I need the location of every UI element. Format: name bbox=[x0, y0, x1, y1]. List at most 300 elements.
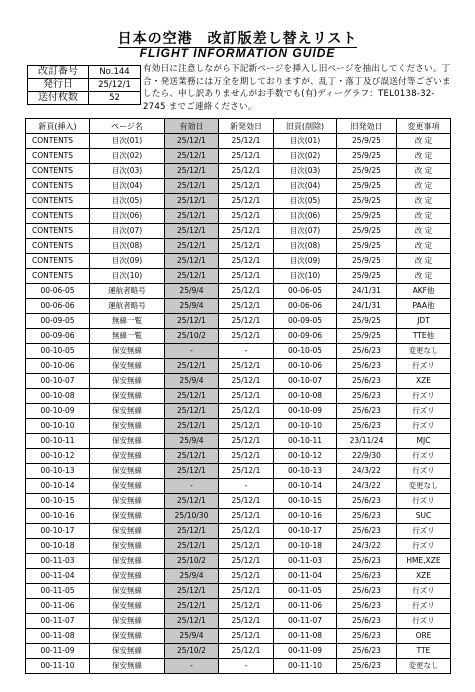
cell-old-issue-date: 25/6/23 bbox=[337, 509, 397, 524]
cell-new-issue-date: 25/12/1 bbox=[219, 539, 274, 554]
cell-new-page: CONTENTS bbox=[26, 209, 90, 224]
cell-effective-date: 25/12/1 bbox=[165, 389, 219, 404]
cell-change: 行ズリ bbox=[397, 599, 451, 614]
cell-old-page: 00-10-12 bbox=[274, 449, 337, 464]
cell-new-page: 00-11-06 bbox=[26, 599, 90, 614]
cell-new-page: 00-10-14 bbox=[26, 479, 90, 494]
cell-old-page: 00-10-09 bbox=[274, 404, 337, 419]
cell-page-name: 保安無線 bbox=[90, 374, 165, 389]
cell-old-page: 00-11-08 bbox=[274, 629, 337, 644]
cell-new-page: 00-11-08 bbox=[26, 629, 90, 644]
cell-old-page: 目次(04) bbox=[274, 179, 337, 194]
cell-change: 変更なし bbox=[397, 659, 451, 674]
table-row bbox=[26, 419, 451, 434]
cell-page-name: 無線一覧 bbox=[90, 329, 165, 344]
cell-new-issue-date: 25/12/1 bbox=[219, 494, 274, 509]
cell-old-issue-date: 25/6/23 bbox=[337, 344, 397, 359]
table-row bbox=[26, 359, 451, 374]
cell-old-page: 目次(02) bbox=[274, 149, 337, 164]
cell-change: 行ズリ bbox=[397, 389, 451, 404]
cell-new-issue-date: 25/12/1 bbox=[219, 629, 274, 644]
cell-new-issue-date: 25/12/1 bbox=[219, 449, 274, 464]
cell-old-issue-date: 24/1/31 bbox=[337, 284, 397, 299]
cell-change: 改 定 bbox=[397, 194, 451, 209]
cell-effective-date: 25/9/4 bbox=[165, 569, 219, 584]
cell-old-issue-date: 25/6/23 bbox=[337, 629, 397, 644]
table-row bbox=[26, 299, 451, 314]
cell-page-name: 保安無線 bbox=[90, 494, 165, 509]
cell-old-page: 00-10-10 bbox=[274, 419, 337, 434]
cell-old-page: 00-11-03 bbox=[274, 554, 337, 569]
cell-effective-date: 25/12/1 bbox=[165, 449, 219, 464]
cell-old-page: 目次(07) bbox=[274, 224, 337, 239]
cell-new-page: CONTENTS bbox=[26, 269, 90, 284]
cell-effective-date: 25/12/1 bbox=[165, 239, 219, 254]
cell-page-name: 保安無線 bbox=[90, 614, 165, 629]
cell-old-issue-date: 25/6/23 bbox=[337, 569, 397, 584]
cell-new-page: 00-11-07 bbox=[26, 614, 90, 629]
cell-new-issue-date: 25/12/1 bbox=[219, 509, 274, 524]
cell-old-page: 目次(09) bbox=[274, 254, 337, 269]
cell-effective-date: 25/10/2 bbox=[165, 554, 219, 569]
table-row bbox=[26, 539, 451, 554]
cell-page-name: 目次(08) bbox=[90, 239, 165, 254]
cell-change: HME,XZE bbox=[397, 554, 451, 569]
cell-page-name: 運航者略号 bbox=[90, 299, 165, 314]
table-row bbox=[26, 149, 451, 164]
cell-new-issue-date: 25/12/1 bbox=[219, 434, 274, 449]
cell-old-issue-date: 25/6/23 bbox=[337, 584, 397, 599]
cell-new-issue-date: 25/12/1 bbox=[219, 224, 274, 239]
table-row bbox=[26, 239, 451, 254]
table-row bbox=[26, 224, 451, 239]
cell-old-page: 目次(08) bbox=[274, 239, 337, 254]
cell-page-name: 目次(04) bbox=[90, 179, 165, 194]
sheets-value: 52 bbox=[89, 92, 141, 105]
cell-page-name: 保安無線 bbox=[90, 479, 165, 494]
cell-effective-date: - bbox=[165, 344, 219, 359]
cell-effective-date: 25/12/1 bbox=[165, 134, 219, 149]
cell-effective-date: - bbox=[165, 659, 219, 674]
cell-old-issue-date: 25/6/23 bbox=[337, 374, 397, 389]
cell-page-name: 運航者略号 bbox=[90, 284, 165, 299]
cell-effective-date: 25/12/1 bbox=[165, 524, 219, 539]
cell-new-issue-date: 25/12/1 bbox=[219, 389, 274, 404]
cell-old-issue-date: 25/9/25 bbox=[337, 314, 397, 329]
cell-old-issue-date: 25/6/23 bbox=[337, 404, 397, 419]
cell-page-name: 保安無線 bbox=[90, 449, 165, 464]
cell-new-page: 00-10-15 bbox=[26, 494, 90, 509]
header-change: 変更事項 bbox=[397, 119, 451, 134]
issue-value: 25/12/1 bbox=[89, 79, 141, 92]
cell-old-page: 00-10-16 bbox=[274, 509, 337, 524]
cell-old-page: 00-06-06 bbox=[274, 299, 337, 314]
cell-new-page: 00-09-06 bbox=[26, 329, 90, 344]
cell-change: 行ズリ bbox=[397, 419, 451, 434]
cell-effective-date: 25/9/4 bbox=[165, 284, 219, 299]
header-old-issue-date: 旧発効日 bbox=[337, 119, 397, 134]
cell-new-page: 00-06-05 bbox=[26, 284, 90, 299]
cell-new-page: 00-10-06 bbox=[26, 359, 90, 374]
cell-new-page: CONTENTS bbox=[26, 149, 90, 164]
cell-old-page: 00-11-06 bbox=[274, 599, 337, 614]
cell-effective-date: 25/12/1 bbox=[165, 224, 219, 239]
cell-new-page: CONTENTS bbox=[26, 194, 90, 209]
table-row bbox=[26, 179, 451, 194]
cell-change: XZE bbox=[397, 374, 451, 389]
cell-new-issue-date: 25/12/1 bbox=[219, 209, 274, 224]
cell-effective-date: 25/9/4 bbox=[165, 374, 219, 389]
cell-new-page: CONTENTS bbox=[26, 254, 90, 269]
table-row bbox=[26, 644, 451, 659]
cell-new-page: 00-11-03 bbox=[26, 554, 90, 569]
cell-old-page: 00-10-14 bbox=[274, 479, 337, 494]
cell-old-page: 目次(06) bbox=[274, 209, 337, 224]
cell-change: 改 定 bbox=[397, 164, 451, 179]
cell-change: 行ズリ bbox=[397, 539, 451, 554]
cell-new-issue-date: 25/12/1 bbox=[219, 464, 274, 479]
cell-page-name: 保安無線 bbox=[90, 344, 165, 359]
cell-effective-date: 25/12/1 bbox=[165, 269, 219, 284]
cell-new-issue-date: 25/12/1 bbox=[219, 269, 274, 284]
cell-change: 改 定 bbox=[397, 239, 451, 254]
table-row bbox=[26, 449, 451, 464]
cell-old-page: 00-10-17 bbox=[274, 524, 337, 539]
cell-effective-date: 25/12/1 bbox=[165, 599, 219, 614]
cell-change: 改 定 bbox=[397, 224, 451, 239]
cell-new-page: 00-10-12 bbox=[26, 449, 90, 464]
cell-old-issue-date: 25/6/23 bbox=[337, 644, 397, 659]
cell-old-issue-date: 24/3/22 bbox=[337, 479, 397, 494]
cell-page-name: 保安無線 bbox=[90, 389, 165, 404]
cell-old-page: 00-10-07 bbox=[274, 374, 337, 389]
revision-label: 改訂番号 bbox=[28, 66, 89, 79]
cell-old-issue-date: 25/9/25 bbox=[337, 179, 397, 194]
cell-effective-date: 25/12/1 bbox=[165, 464, 219, 479]
cell-change: TTE他 bbox=[397, 329, 451, 344]
cell-new-issue-date: 25/12/1 bbox=[219, 284, 274, 299]
table-row bbox=[26, 614, 451, 629]
cell-effective-date: 25/12/1 bbox=[165, 584, 219, 599]
header-effective-date: 有効日 bbox=[165, 119, 219, 134]
cell-effective-date: 25/12/1 bbox=[165, 164, 219, 179]
cell-old-page: 00-10-15 bbox=[274, 494, 337, 509]
cell-old-issue-date: 25/6/23 bbox=[337, 359, 397, 374]
cell-effective-date: 25/12/1 bbox=[165, 494, 219, 509]
cell-page-name: 目次(03) bbox=[90, 164, 165, 179]
cell-change: ORE bbox=[397, 629, 451, 644]
table-row bbox=[26, 584, 451, 599]
table-row bbox=[26, 284, 451, 299]
cell-change: 行ズリ bbox=[397, 404, 451, 419]
cell-old-page: 00-11-07 bbox=[274, 614, 337, 629]
table-row bbox=[26, 209, 451, 224]
cell-new-issue-date: 25/12/1 bbox=[219, 599, 274, 614]
table-row bbox=[26, 374, 451, 389]
cell-new-issue-date: 25/12/1 bbox=[219, 359, 274, 374]
cell-new-issue-date: - bbox=[219, 479, 274, 494]
cell-old-issue-date: 24/3/22 bbox=[337, 464, 397, 479]
cell-new-issue-date: 25/12/1 bbox=[219, 524, 274, 539]
cell-change: 改 定 bbox=[397, 254, 451, 269]
cell-new-page: 00-11-10 bbox=[26, 659, 90, 674]
cell-new-page: 00-10-10 bbox=[26, 419, 90, 434]
cell-old-issue-date: 25/9/25 bbox=[337, 209, 397, 224]
cell-new-page: 00-10-09 bbox=[26, 404, 90, 419]
cell-old-page: 00-09-05 bbox=[274, 314, 337, 329]
cell-old-issue-date: 25/9/25 bbox=[337, 239, 397, 254]
cell-change: 変更なし bbox=[397, 344, 451, 359]
cell-new-issue-date: 25/12/1 bbox=[219, 239, 274, 254]
cell-effective-date: 25/12/1 bbox=[165, 209, 219, 224]
revision-list-table bbox=[25, 118, 451, 674]
cell-old-page: 00-11-09 bbox=[274, 644, 337, 659]
cell-change: 行ズリ bbox=[397, 464, 451, 479]
cell-page-name: 保安無線 bbox=[90, 509, 165, 524]
cell-old-issue-date: 25/6/23 bbox=[337, 524, 397, 539]
table-row bbox=[26, 464, 451, 479]
cell-old-page: 00-10-18 bbox=[274, 539, 337, 554]
cell-new-issue-date: 25/12/1 bbox=[219, 569, 274, 584]
cell-new-issue-date: 25/12/1 bbox=[219, 374, 274, 389]
cell-page-name: 保安無線 bbox=[90, 524, 165, 539]
cell-new-issue-date: 25/12/1 bbox=[219, 194, 274, 209]
cell-effective-date: 25/12/1 bbox=[165, 419, 219, 434]
table-row bbox=[26, 329, 451, 344]
cell-old-issue-date: 25/6/23 bbox=[337, 659, 397, 674]
cell-old-issue-date: 25/6/23 bbox=[337, 419, 397, 434]
document-title bbox=[0, 28, 475, 48]
table-row bbox=[26, 494, 451, 509]
issue-row bbox=[28, 79, 141, 92]
cell-old-page: 目次(10) bbox=[274, 269, 337, 284]
cell-change: 行ズリ bbox=[397, 614, 451, 629]
cell-page-name: 目次(01) bbox=[90, 134, 165, 149]
cell-new-page: 00-10-13 bbox=[26, 464, 90, 479]
cell-old-issue-date: 25/6/23 bbox=[337, 554, 397, 569]
cell-change: 行ズリ bbox=[397, 524, 451, 539]
cell-change: 行ズリ bbox=[397, 359, 451, 374]
cell-new-page: 00-10-05 bbox=[26, 344, 90, 359]
table-body bbox=[26, 134, 451, 674]
cell-new-page: 00-10-07 bbox=[26, 374, 90, 389]
cell-change: JDT bbox=[397, 314, 451, 329]
cell-old-issue-date: 25/9/25 bbox=[337, 194, 397, 209]
cell-page-name: 目次(02) bbox=[90, 149, 165, 164]
cell-change: XZE bbox=[397, 569, 451, 584]
cell-old-page: 目次(05) bbox=[274, 194, 337, 209]
cell-page-name: 目次(10) bbox=[90, 269, 165, 284]
cell-new-issue-date: 25/12/1 bbox=[219, 149, 274, 164]
cell-old-issue-date: 25/9/25 bbox=[337, 254, 397, 269]
cell-new-issue-date: 25/12/1 bbox=[219, 419, 274, 434]
cell-page-name: 保安無線 bbox=[90, 569, 165, 584]
cell-new-page: CONTENTS bbox=[26, 224, 90, 239]
cell-old-issue-date: 22/9/30 bbox=[337, 449, 397, 464]
cell-page-name: 目次(06) bbox=[90, 209, 165, 224]
cell-page-name: 保安無線 bbox=[90, 464, 165, 479]
cell-change: 行ズリ bbox=[397, 449, 451, 464]
cell-new-page: 00-10-08 bbox=[26, 389, 90, 404]
cell-change: TTE bbox=[397, 644, 451, 659]
header-new-page: 新頁(挿入) bbox=[26, 119, 90, 134]
cell-effective-date: 25/9/4 bbox=[165, 299, 219, 314]
cell-new-page: 00-06-06 bbox=[26, 299, 90, 314]
cell-new-issue-date: 25/12/1 bbox=[219, 644, 274, 659]
cell-old-issue-date: 25/9/25 bbox=[337, 164, 397, 179]
table-row bbox=[26, 524, 451, 539]
cell-new-issue-date: 25/12/1 bbox=[219, 164, 274, 179]
cell-old-issue-date: 25/9/25 bbox=[337, 269, 397, 284]
cell-new-issue-date: - bbox=[219, 659, 274, 674]
table-row bbox=[26, 434, 451, 449]
cell-old-page: 00-09-06 bbox=[274, 329, 337, 344]
cell-old-issue-date: 25/6/23 bbox=[337, 614, 397, 629]
cell-effective-date: 25/10/2 bbox=[165, 329, 219, 344]
document-title-text: 日本の空港 改訂版差し替えリスト bbox=[117, 31, 358, 47]
cell-effective-date: 25/12/1 bbox=[165, 179, 219, 194]
table-row bbox=[26, 344, 451, 359]
cell-change: 行ズリ bbox=[397, 494, 451, 509]
cell-change: 変更なし bbox=[397, 479, 451, 494]
cell-effective-date: 25/12/1 bbox=[165, 359, 219, 374]
issue-label: 発行日 bbox=[28, 79, 89, 92]
cell-old-page: 00-10-08 bbox=[274, 389, 337, 404]
header-page-name: ページ名 bbox=[90, 119, 165, 134]
cell-new-issue-date: 25/12/1 bbox=[219, 554, 274, 569]
cell-new-page: 00-11-05 bbox=[26, 584, 90, 599]
table-row bbox=[26, 479, 451, 494]
cell-new-issue-date: 25/12/1 bbox=[219, 254, 274, 269]
table-row bbox=[26, 314, 451, 329]
cell-old-issue-date: 25/9/25 bbox=[337, 134, 397, 149]
cell-page-name: 無線一覧 bbox=[90, 314, 165, 329]
cell-change: 改 定 bbox=[397, 269, 451, 284]
revision-row bbox=[28, 66, 141, 79]
header-new-issue-date: 新発効日 bbox=[219, 119, 274, 134]
cell-new-issue-date: 25/12/1 bbox=[219, 179, 274, 194]
cell-change: MJC bbox=[397, 434, 451, 449]
cell-old-page: 00-10-13 bbox=[274, 464, 337, 479]
cell-change: PAA他 bbox=[397, 299, 451, 314]
cell-old-page: 00-11-10 bbox=[274, 659, 337, 674]
cell-new-issue-date: 25/12/1 bbox=[219, 314, 274, 329]
cell-new-page: 00-09-05 bbox=[26, 314, 90, 329]
cell-page-name: 保安無線 bbox=[90, 644, 165, 659]
cell-old-page: 00-11-05 bbox=[274, 584, 337, 599]
cell-new-page: 00-11-09 bbox=[26, 644, 90, 659]
cell-change: 行ズリ bbox=[397, 584, 451, 599]
cell-old-issue-date: 25/6/23 bbox=[337, 599, 397, 614]
cell-page-name: 保安無線 bbox=[90, 629, 165, 644]
cell-effective-date: 25/12/1 bbox=[165, 254, 219, 269]
cell-change: AKF他 bbox=[397, 284, 451, 299]
cell-old-issue-date: 25/9/25 bbox=[337, 224, 397, 239]
cell-page-name: 保安無線 bbox=[90, 359, 165, 374]
cell-old-page: 00-11-04 bbox=[274, 569, 337, 584]
table-row bbox=[26, 659, 451, 674]
table-row bbox=[26, 569, 451, 584]
cell-page-name: 保安無線 bbox=[90, 659, 165, 674]
table-row bbox=[26, 134, 451, 149]
cell-new-page: 00-11-04 bbox=[26, 569, 90, 584]
cell-page-name: 目次(05) bbox=[90, 194, 165, 209]
header-old-page: 旧頁(削除) bbox=[274, 119, 337, 134]
cell-old-page: 目次(03) bbox=[274, 164, 337, 179]
cell-new-issue-date: - bbox=[219, 344, 274, 359]
cell-new-page: CONTENTS bbox=[26, 164, 90, 179]
cell-new-page: 00-10-16 bbox=[26, 509, 90, 524]
table-row bbox=[26, 629, 451, 644]
sheets-row bbox=[28, 92, 141, 105]
cell-page-name: 保安無線 bbox=[90, 539, 165, 554]
cell-change: 改 定 bbox=[397, 179, 451, 194]
cell-effective-date: 25/12/1 bbox=[165, 539, 219, 554]
cell-new-page: 00-10-11 bbox=[26, 434, 90, 449]
cell-old-page: 目次(01) bbox=[274, 134, 337, 149]
cell-new-issue-date: 25/12/1 bbox=[219, 134, 274, 149]
cell-change: 改 定 bbox=[397, 134, 451, 149]
cell-change: 改 定 bbox=[397, 209, 451, 224]
cell-new-issue-date: 25/12/1 bbox=[219, 329, 274, 344]
cell-effective-date: 25/12/1 bbox=[165, 404, 219, 419]
table-header-row bbox=[26, 119, 451, 134]
cell-new-page: CONTENTS bbox=[26, 134, 90, 149]
revision-value: No.144 bbox=[89, 66, 141, 79]
cell-old-page: 00-10-06 bbox=[274, 359, 337, 374]
cell-page-name: 保安無線 bbox=[90, 404, 165, 419]
cell-page-name: 保安無線 bbox=[90, 599, 165, 614]
cell-old-page: 00-06-05 bbox=[274, 284, 337, 299]
cell-page-name: 目次(07) bbox=[90, 224, 165, 239]
document-subtitle: FLIGHT INFORMATION GUIDE bbox=[139, 46, 336, 60]
cell-effective-date: 25/10/2 bbox=[165, 644, 219, 659]
cell-page-name: 目次(09) bbox=[90, 254, 165, 269]
cell-old-page: 00-10-05 bbox=[274, 344, 337, 359]
table-row bbox=[26, 164, 451, 179]
cell-effective-date: 25/12/1 bbox=[165, 314, 219, 329]
cell-effective-date: 25/12/1 bbox=[165, 194, 219, 209]
cell-old-issue-date: 25/9/25 bbox=[337, 329, 397, 344]
table-row bbox=[26, 404, 451, 419]
cell-effective-date: 25/12/1 bbox=[165, 614, 219, 629]
cell-old-issue-date: 24/1/31 bbox=[337, 299, 397, 314]
cell-new-issue-date: 25/12/1 bbox=[219, 584, 274, 599]
revision-info-table bbox=[27, 65, 141, 105]
cell-new-page: CONTENTS bbox=[26, 239, 90, 254]
cell-page-name: 保安無線 bbox=[90, 584, 165, 599]
cell-effective-date: 25/10/30 bbox=[165, 509, 219, 524]
table-row bbox=[26, 254, 451, 269]
cell-old-issue-date: 25/9/25 bbox=[337, 149, 397, 164]
cell-page-name: 保安無線 bbox=[90, 554, 165, 569]
cell-effective-date: 25/9/4 bbox=[165, 629, 219, 644]
cell-change: 改 定 bbox=[397, 149, 451, 164]
sheets-label: 送付枚数 bbox=[28, 92, 89, 105]
cell-new-page: 00-10-17 bbox=[26, 524, 90, 539]
cell-page-name: 保安無線 bbox=[90, 434, 165, 449]
cell-effective-date: 25/9/4 bbox=[165, 434, 219, 449]
cell-old-issue-date: 23/11/24 bbox=[337, 434, 397, 449]
cell-new-issue-date: 25/12/1 bbox=[219, 614, 274, 629]
table-row bbox=[26, 599, 451, 614]
notice-text: 有効日に注意しながら下記新ページを挿入し旧ページを抽出してください。丁合・発送業務には万全を期しておりますが、乱丁・落丁及び誤送付等ございましたら、申し訳ありませんがお手数でも(有)ディーグラフ：TEL0138-32-2745 までご連絡ください。 bbox=[143, 64, 451, 112]
cell-old-page: 00-10-11 bbox=[274, 434, 337, 449]
cell-effective-date: - bbox=[165, 479, 219, 494]
table-row bbox=[26, 389, 451, 404]
cell-old-issue-date: 25/6/23 bbox=[337, 389, 397, 404]
table-row bbox=[26, 509, 451, 524]
